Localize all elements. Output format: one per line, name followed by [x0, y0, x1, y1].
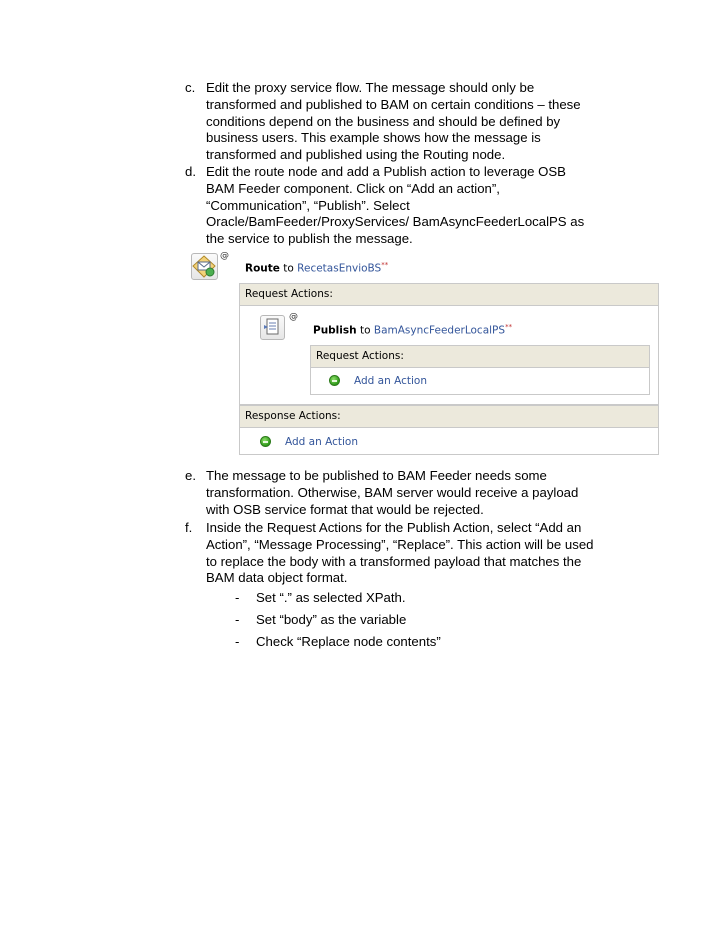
inner-add-action-link[interactable]: Add an Action [354, 375, 427, 387]
publish-header [313, 323, 512, 337]
response-actions-header: Response Actions: [240, 406, 658, 428]
route-keyword: Route [245, 262, 280, 275]
sub-list-dash: - [235, 590, 240, 605]
text-line: the service to publish the message. [206, 231, 413, 247]
list-marker: e. [185, 468, 196, 483]
inner-request-actions-header: Request Actions: [311, 346, 649, 368]
route-to: to [283, 262, 294, 275]
response-add-action-link[interactable]: Add an Action [285, 436, 358, 448]
publish-star: ** [505, 323, 513, 331]
publish-keyword: Publish [313, 324, 357, 337]
text-line: The message to be published to BAM Feeder needs some [206, 468, 547, 483]
sub-list-text: Check “Replace node contents” [256, 634, 441, 649]
sub-list-text: Set “body” as the variable [256, 612, 407, 627]
publish-to: to [359, 324, 371, 337]
text-line: Inside the Request Actions for the Publish Action, select “Add an [206, 520, 582, 535]
publish-node-icon[interactable] [260, 315, 285, 340]
osb-flow-screenshot [188, 250, 660, 458]
text-line: transformation. Otherwise, BAM server would receive a payload [206, 484, 579, 500]
request-actions-panel [239, 283, 659, 405]
list-marker: f. [185, 520, 193, 535]
list-marker: d. [185, 164, 196, 179]
text-line: with OSB service format that would be rejected. [206, 501, 484, 517]
text-line: “Communication”, “Publish”. Select [206, 197, 410, 213]
text-line: Edit the proxy service flow. The message should only be [206, 80, 535, 95]
publish-document-icon [261, 316, 284, 339]
response-actions-panel [239, 405, 659, 455]
text-line: BAM data object format. [206, 570, 348, 586]
text-line: BAM Feeder component. Click on “Add an action”, [206, 180, 500, 196]
route-header [245, 261, 388, 275]
text-line: Oracle/BamFeeder/ProxyServices/ BamAsyncFeederLocalPS as [206, 214, 585, 230]
inner-request-actions-panel [310, 345, 650, 395]
publish-target-link[interactable]: BamAsyncFeederLocalPS [373, 324, 506, 337]
text-line: conditions depend on the business and should be defined by [206, 113, 561, 129]
publish-at-marker: @ [289, 312, 298, 322]
route-target-link[interactable]: RecetasEnvioBS [297, 262, 382, 275]
sub-list-dash: - [235, 634, 240, 649]
add-action-icon[interactable] [329, 375, 340, 386]
text-line: transformed and published to BAM on certain conditions – these [206, 96, 581, 112]
route-star: ** [381, 261, 389, 269]
route-at-marker: @ [220, 251, 229, 261]
text-line: transformed and published using the Routing node. [206, 147, 506, 163]
list-item-text [206, 520, 616, 587]
text-line: Edit the route node and add a Publish action to leverage OSB [206, 164, 566, 179]
text-line: business users. This example shows how the message is [206, 130, 541, 146]
list-item-text [206, 80, 616, 164]
route-node-icon[interactable] [191, 253, 218, 280]
list-item-text [206, 468, 616, 518]
request-actions-header: Request Actions: [240, 284, 658, 306]
envelope-route-icon [192, 254, 217, 279]
add-action-icon[interactable] [260, 436, 271, 447]
text-line: to replace the body with a transformed payload that matches the [206, 553, 582, 569]
text-line: Action”, “Message Processing”, “Replace”. This action will be used [206, 536, 594, 552]
sub-list-dash: - [235, 612, 240, 627]
sub-list-text: Set “.” as selected XPath. [256, 590, 406, 605]
list-marker: c. [185, 80, 196, 95]
list-item-text [206, 164, 616, 248]
